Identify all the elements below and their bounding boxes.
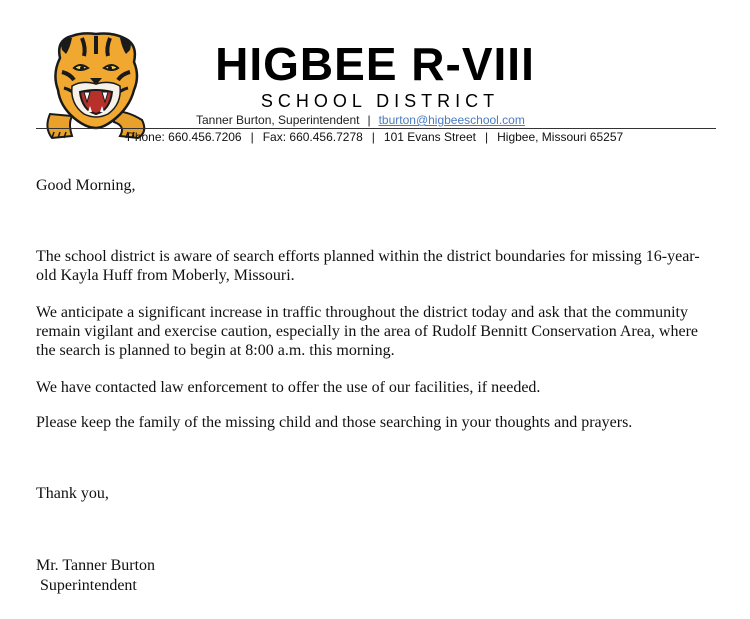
- tiger-mascot-icon: [42, 28, 150, 140]
- city-state-zip: Higbee, Missouri 65257: [497, 130, 624, 144]
- signature-name: Mr. Tanner Burton: [36, 557, 156, 574]
- separator: |: [371, 130, 375, 144]
- separator: |: [250, 130, 254, 144]
- district-subtitle: SCHOOL DISTRICT: [260, 91, 500, 111]
- letter-paragraph: We have contacted law enforcement to offer the use of our facilities, if needed.: [36, 379, 541, 396]
- letter-closing: Thank you,: [36, 485, 109, 502]
- street-address: 101 Evans Street: [383, 130, 476, 144]
- separator: |: [484, 130, 489, 144]
- letter-paragraph: We anticipate a significant increase in traffic throughout the district today and ask that the community remain vigilant and exercise caution, especially in the area of Rudolf Bennitt Conservation Area, where the search is planned to begin at 8:00 a.m. this morning.: [36, 304, 698, 359]
- letterhead: [0, 0, 750, 150]
- letterhead-divider: [36, 128, 716, 129]
- letter-paragraph: The school district is aware of search efforts planned within the district boundaries for missing 16-year-old Kayla Huff from Moberly, Missouri.: [36, 248, 700, 284]
- district-name: HIGBEE R-VIII: [215, 38, 535, 90]
- superintendent-name-title: Tanner Burton, Superintendent: [196, 113, 360, 127]
- superintendent-contact-line: [196, 113, 576, 128]
- letter-greeting: Good Morning,: [36, 177, 136, 194]
- superintendent-email-link[interactable]: tburton@higbeeschool.com: [378, 113, 525, 127]
- phone-number: Phone: 660.456.7206: [126, 130, 242, 144]
- district-contact-line: [0, 130, 750, 145]
- fax-number: Fax: 660.456.7278: [262, 130, 363, 144]
- letter-paragraph: Please keep the family of the missing child and those searching in your thoughts and prayers.: [36, 414, 633, 431]
- signature-title: Superintendent: [40, 577, 137, 594]
- separator: |: [367, 113, 371, 127]
